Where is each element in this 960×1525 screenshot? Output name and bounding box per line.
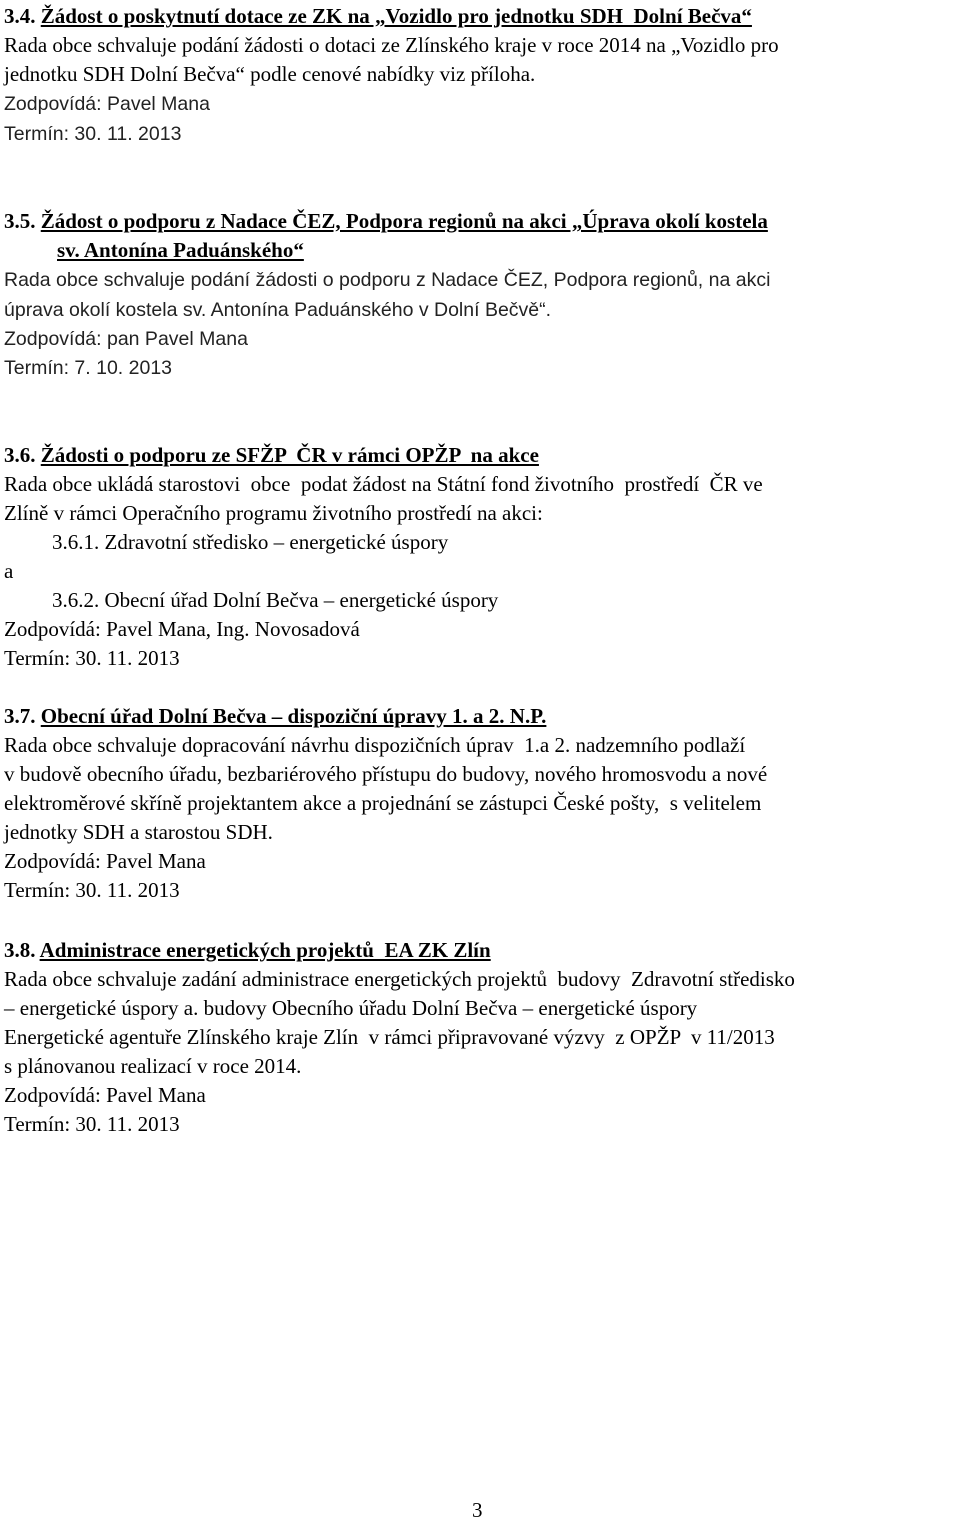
section-title: Administrace energetických projektů EA ZK Zlín [39, 938, 491, 962]
section-3-6-body-line: Zlíně v rámci Operačního programu životního prostředí na akci: [4, 501, 543, 525]
section-3-8-heading [4, 936, 491, 965]
section-number: 3.4. [4, 4, 36, 28]
section-3-5-body-line: úprava okolí kostela sv. Antonína Paduánského v Dolní Bečvě“. [4, 299, 552, 321]
section-3-7-responsible: Zodpovídá: Pavel Mana [4, 849, 206, 873]
section-3-7-deadline: Termín: 30. 11. 2013 [4, 878, 180, 902]
section-number: 3.5. [4, 209, 36, 233]
section-number: 3.7. [4, 704, 36, 728]
section-3-7-body-line: jednotky SDH a starostou SDH. [4, 820, 273, 844]
section-3-7-body-line: v budově obecního úřadu, bezbariérového přístupu do budovy, nového hromosvodu a nové [4, 762, 768, 786]
section-3-5-body-line: Rada obce schvaluje podání žádosti o podporu z Nadace ČEZ, Podpora regionů, na akci [4, 269, 771, 291]
section-3-7-heading [4, 702, 546, 731]
section-3-5-heading-continued [57, 236, 304, 265]
section-3-5-deadline: Termín: 7. 10. 2013 [4, 357, 173, 379]
section-3-8-responsible: Zodpovídá: Pavel Mana [4, 1083, 206, 1107]
section-3-4-deadline: Termín: 30. 11. 2013 [4, 123, 182, 145]
section-3-6-conjunction: a [4, 559, 14, 583]
section-3-7-body-line: Rada obce schvaluje dopracování návrhu dispozičních úprav 1.a 2. nadzemního podlaží [4, 733, 746, 757]
section-3-6-item: 3.6.2. Obecní úřad Dolní Bečva – energetické úspory [52, 588, 499, 612]
section-title: Žádost o podporu z Nadace ČEZ, Podpora regionů na akci „Úprava okolí kostela [40, 209, 768, 233]
section-number: 3.6. [4, 443, 36, 467]
section-3-6-deadline: Termín: 30. 11. 2013 [4, 646, 180, 670]
section-3-5-heading [4, 207, 768, 236]
section-3-4-heading [4, 2, 752, 31]
section-3-8-deadline: Termín: 30. 11. 2013 [4, 1112, 180, 1136]
section-3-8-body-line: – energetické úspory a. budovy Obecního úřadu Dolní Bečva – energetické úspory [4, 996, 698, 1020]
section-3-6-heading [4, 441, 539, 470]
section-3-7-body-line: elektroměrové skříně projektantem akce a projednání se zástupci České pošty, s velitelem [4, 791, 762, 815]
section-title: Žádosti o podporu ze SFŽP ČR v rámci OPŽP na akce [40, 443, 539, 467]
section-3-4-responsible: Zodpovídá: Pavel Mana [4, 93, 210, 115]
section-3-8-body-line: s plánovanou realizací v roce 2014. [4, 1054, 302, 1078]
section-3-8-body-line: Energetické agentuře Zlínského kraje Zlín v rámci připravované výzvy z OPŽP v 11/2013 [4, 1025, 775, 1049]
page-number: 3 [472, 1498, 483, 1522]
section-3-6-responsible: Zodpovídá: Pavel Mana, Ing. Novosadová [4, 617, 360, 641]
section-3-5-responsible: Zodpovídá: pan Pavel Mana [4, 328, 248, 350]
section-title: Žádost o poskytnutí dotace ze ZK na „Vozidlo pro jednotku SDH Dolní Bečva“ [40, 4, 752, 28]
section-number: 3.8. [4, 938, 36, 962]
section-3-8-body-line: Rada obce schvaluje zadání administrace energetických projektů budovy Zdravotní středisko [4, 967, 795, 991]
section-3-4-body-line: jednotku SDH Dolní Bečva“ podle cenové nabídky viz příloha. [4, 62, 536, 86]
section-3-4-body-line: Rada obce schvaluje podání žádosti o dotaci ze Zlínského kraje v roce 2014 na „Vozidlo pro [4, 33, 779, 57]
section-title-continued: sv. Antonína Paduánského“ [57, 238, 304, 262]
section-title: Obecní úřad Dolní Bečva – dispoziční úpravy 1. a 2. N.P. [40, 704, 547, 728]
section-3-6-body-line: Rada obce ukládá starostovi obce podat žádost na Státní fond životního prostředí ČR ve [4, 472, 763, 496]
section-3-6-item: 3.6.1. Zdravotní středisko – energetické úspory [52, 530, 449, 554]
